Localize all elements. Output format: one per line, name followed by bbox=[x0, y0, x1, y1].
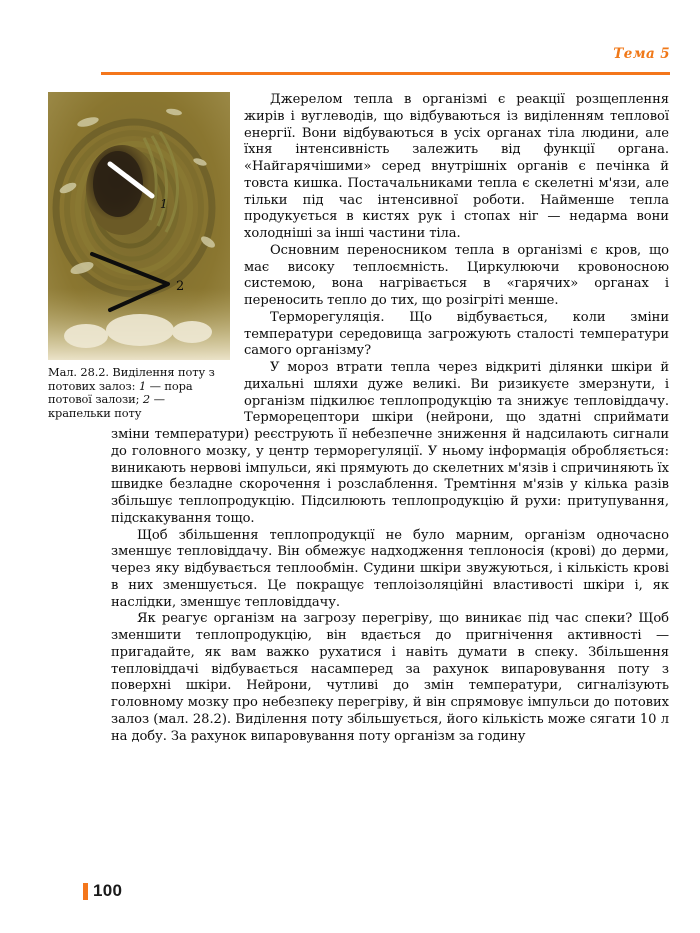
header-rule bbox=[101, 72, 670, 75]
figure-caption-title: Мал. 28.2. Виділення поту з потових залоз: bbox=[48, 365, 215, 393]
body-paragraph: Як реагує організм на загрозу перегріву, що виникає під час спеки? Щоб зменшити теплопродукцію, він вдається до пригнічення активності — пригадайте, як вам важко рухатися і навіть думати в спеку. Збільшення тепловіддачі відбувається насамперед за рахунок випаровування поту з поверхні шкіри. Нейрони, чутливі до змін температури, сигналізують головному мозку про небезпеку перегріву, й він спрямовує імпульси до потових залоз (мал. 28.2). Виділення поту збільшується, його кількість може сягати 10 л на добу. За рахунок випаровування поту організм за годину bbox=[111, 611, 669, 744]
page-number: 100 bbox=[93, 881, 123, 900]
body-paragraph: Джерелом тепла в організмі є реакції розщеплення жирів і вуглеводів, що відбуваються із виділенням теплової енергії. Вони відбуваються в усіх органах тіла людини, але їхня інтенсивність залежить від функції органа. «Найгарячішими» серед внутрішніх органів є печінка й товста кишка. Постачальниками тепла є скелетні м'язи, але тільки під час інтенсивної роботи. Найменше тепла продукується в кистях рук і стопах ніг — недарма вони холодніші за інші частини тіла. bbox=[244, 92, 669, 241]
svg-text:1: 1 bbox=[160, 197, 168, 211]
figure-caption-text-1: — пора потової залози; bbox=[48, 378, 193, 407]
figure-photo bbox=[48, 92, 230, 360]
figure-caption bbox=[48, 366, 230, 420]
figure-sweat-pore bbox=[48, 92, 230, 420]
figure-caption-num-1: 1 bbox=[138, 378, 147, 393]
body-paragraph: Щоб збільшення теплопродукції не було марним, організм одночасно зменшує тепловіддачу. Він обмежує надходження теплоносія (крові) до дерми, через яку відбувається теплообмін. Судини шкіри звужуються, і кількість крові в них зменшується. Це покращує теплоізоляційні властивості шкіри і, як наслідки, зменшує тепловіддачу. bbox=[111, 527, 669, 610]
body-text-column bbox=[48, 92, 669, 882]
body-paragraph: У мороз втрати тепла через відкриті ділянки шкіри й дихальні шляхи дуже великі. Ви ризикуєте змерзнути, і організм підкилює теплопродукцію та знижує тепловіддачу. Терморецептори шкіри (нейрони, що здатні сприймати зміни температури) реєструють її небезпечне зниження й надсилають сигнали до головного мозку, у центр терморегуляції. У ньому інформація обробляється: виникають нервові імпульси, які прямують до скелетних м'язів і спричиняють їх швидке безладне скорочення і розслаблення. Тремтіння м'язів у кілька разів збільшує теплопродукцію. Підсилюють теплопродукцію й рухи: притупування, підскакування тощо. bbox=[111, 360, 669, 526]
figure-caption-text-2: — крапельки поту bbox=[48, 392, 165, 420]
figure-caption-num-2: 2 bbox=[142, 392, 151, 407]
page-folio bbox=[83, 881, 122, 901]
folio-tick-marker bbox=[83, 883, 88, 900]
running-head-topic: Тема 5 bbox=[613, 46, 670, 62]
body-paragraph: Основним переносником тепла в організмі є кров, що має високу теплоємність. Циркулюючи кровоносною системою, вона нагрівається в «гарячих» органах і переносить тепло до тих, що розігріті менше. bbox=[244, 242, 669, 308]
svg-text:2: 2 bbox=[176, 279, 185, 294]
body-paragraph: Терморегуляція. Що відбувається, коли зміни температури середовища загрожують сталості температури самого організму? bbox=[244, 309, 669, 359]
